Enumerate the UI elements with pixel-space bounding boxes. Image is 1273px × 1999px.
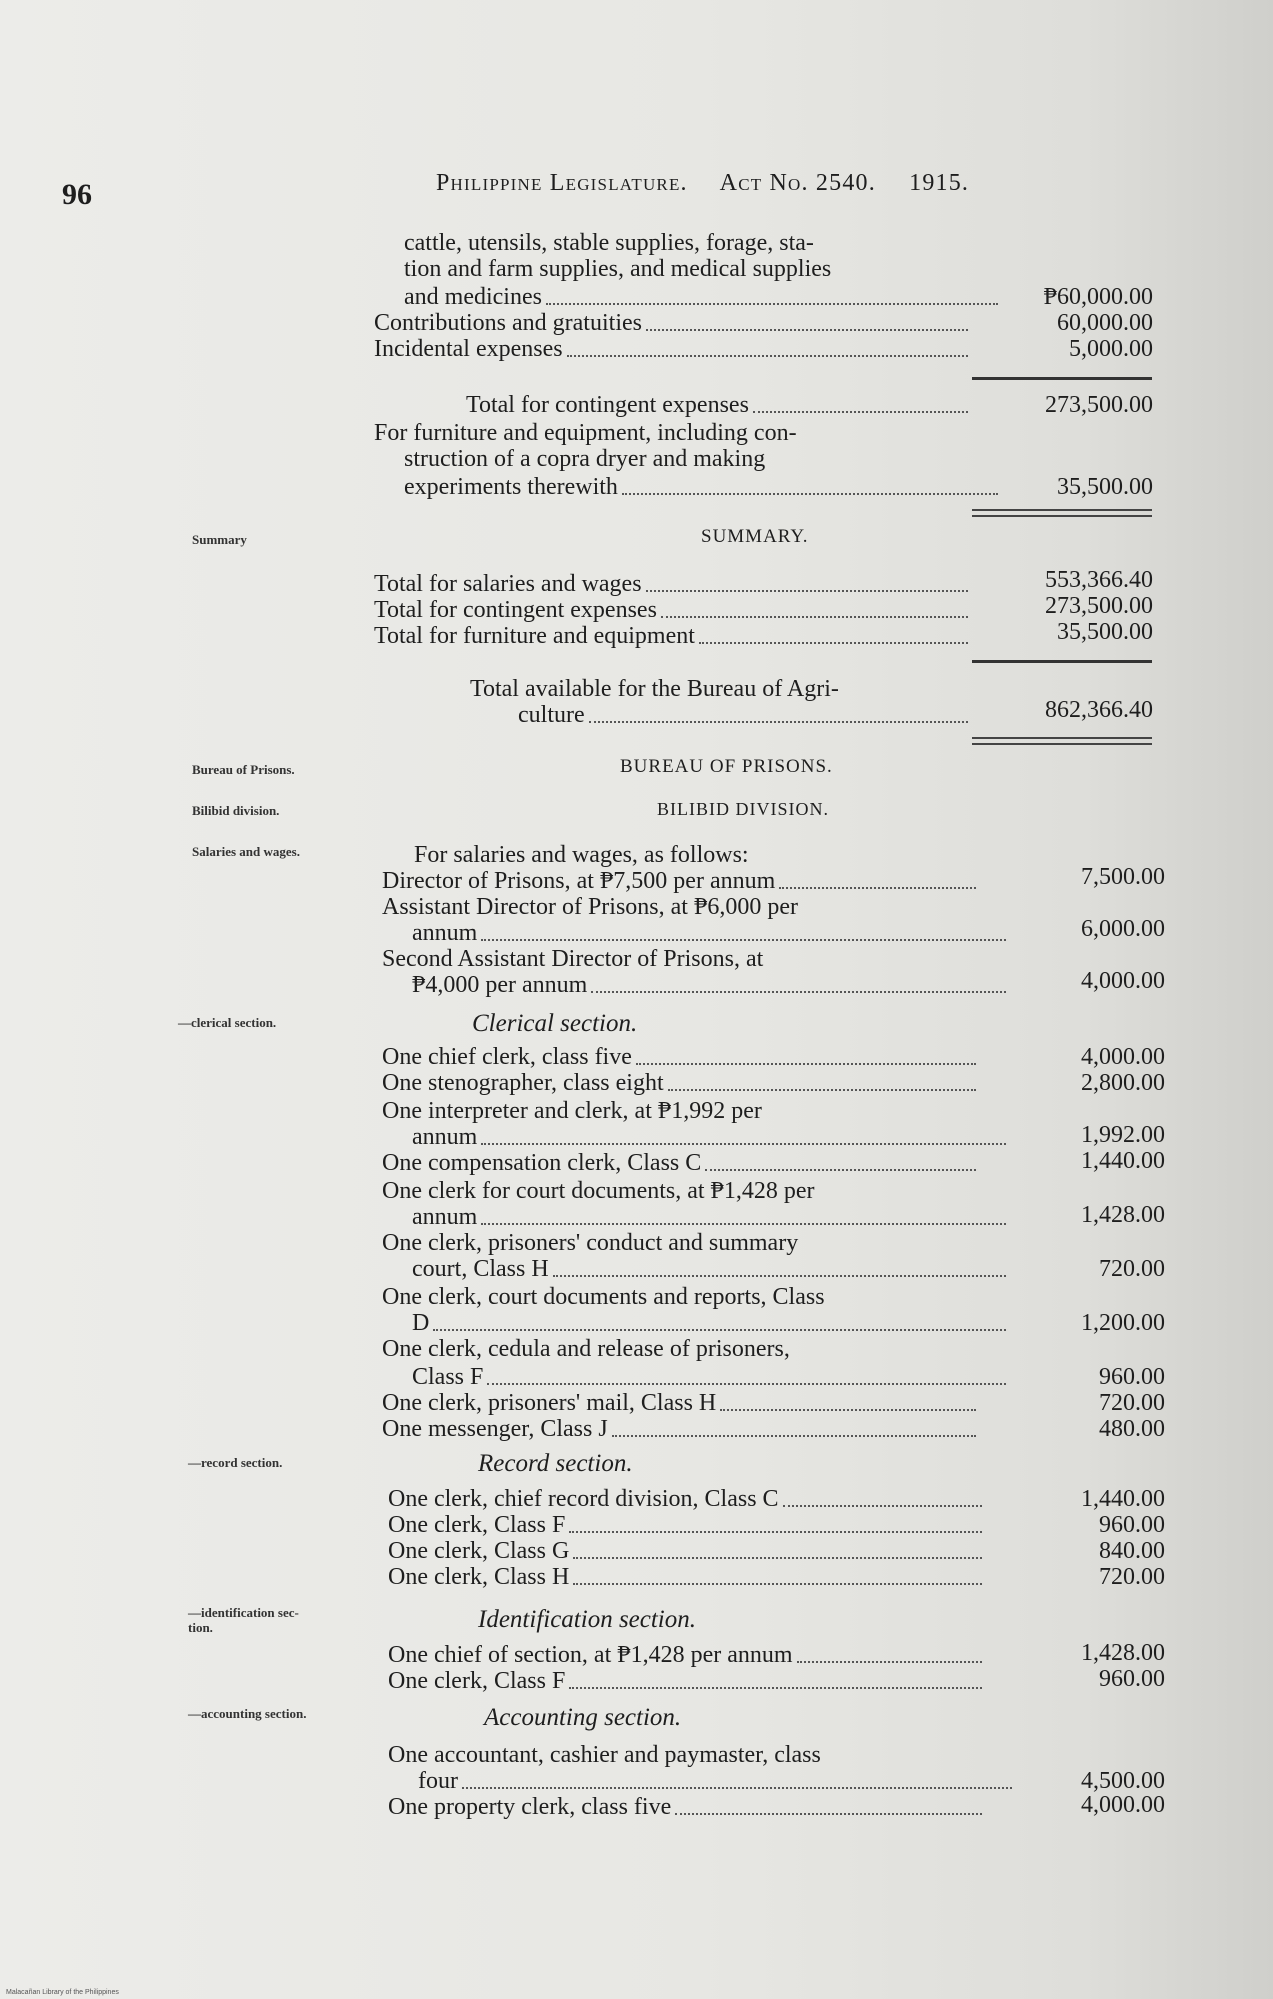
text-line: four (388, 1768, 1016, 1794)
amount: 2,800.00 (1081, 1070, 1165, 1096)
text-line: One interpreter and clerk, at ₱1,992 per (382, 1098, 762, 1124)
header-year: 1915. (909, 170, 970, 196)
text-line: One clerk for court documents, at ₱1,428 per (382, 1178, 815, 1204)
amount: 4,000.00 (1081, 968, 1165, 994)
text-line: One clerk, chief record division, Class C (388, 1486, 986, 1512)
amount: 480.00 (1099, 1416, 1165, 1442)
double-rule (972, 509, 1152, 517)
text-line: One clerk, cedula and release of prisoners, (382, 1336, 790, 1362)
amount: 273,500.00 (1045, 392, 1153, 418)
text-line: Total for contingent expenses (374, 392, 972, 418)
text-line: For salaries and wages, as follows: (414, 842, 749, 868)
amount: 840.00 (1099, 1538, 1165, 1564)
margin-note: Salaries and wages. (192, 844, 300, 859)
text-line: court, Class H (382, 1256, 1010, 1282)
text-line: Incidental expenses (374, 336, 972, 362)
margin-note: Bilibid division. (192, 803, 280, 818)
text-line: culture (374, 702, 972, 728)
margin-note: tion. (188, 1620, 213, 1635)
text-line: and medicines (374, 284, 1002, 310)
text-line: struction of a copra dryer and making (404, 446, 766, 472)
text-line: D (382, 1310, 1010, 1336)
header-act: Act No. 2540. (719, 170, 876, 196)
text-line: One clerk, Class H (388, 1564, 986, 1590)
text-line: Contributions and gratuities (374, 310, 972, 336)
text-line: Class F (382, 1364, 1010, 1390)
amount: 720.00 (1099, 1390, 1165, 1416)
amount: 273,500.00 (1045, 593, 1153, 619)
section-heading: SUMMARY. (701, 526, 809, 547)
margin-note: Bureau of Prisons. (192, 762, 295, 777)
text-line: One chief clerk, class five (382, 1044, 980, 1070)
page-number: 96 (62, 178, 92, 211)
text-line: One clerk, court documents and reports, Class (382, 1284, 825, 1310)
text-line: Total available for the Bureau of Agri- (470, 676, 839, 702)
text-line: Total for salaries and wages (374, 571, 972, 597)
amount: 35,500.00 (1057, 474, 1153, 500)
amount: ₱60,000.00 (1043, 284, 1153, 310)
margin-note: —clerical section. (178, 1015, 277, 1030)
amount: 862,366.40 (1045, 697, 1153, 723)
margin-note: —accounting section. (188, 1706, 307, 1721)
amount: 1,440.00 (1081, 1486, 1165, 1512)
text-line: One messenger, Class J (382, 1416, 980, 1442)
amount: 4,000.00 (1081, 1044, 1165, 1070)
rule (972, 660, 1152, 663)
text-line: One clerk, prisoners' mail, Class H (382, 1390, 980, 1416)
running-header (436, 170, 995, 197)
text-line: cattle, utensils, stable supplies, forage, sta- (404, 230, 814, 256)
rule (972, 377, 1152, 380)
double-rule (972, 737, 1152, 745)
section-subheading: BILIBID DIVISION. (657, 799, 829, 819)
text-line: One chief of section, at ₱1,428 per annum (388, 1642, 986, 1668)
amount: 5,000.00 (1069, 336, 1153, 362)
section-subheading: Identification section. (478, 1606, 697, 1633)
section-subheading: Accounting section. (484, 1704, 682, 1731)
text-line: One clerk, Class G (388, 1538, 986, 1564)
section-subheading: Record section. (478, 1450, 633, 1477)
text-line: One accountant, cashier and paymaster, class (388, 1742, 821, 1768)
amount: 960.00 (1099, 1364, 1165, 1390)
margin-note: Summary (192, 532, 247, 547)
amount: 7,500.00 (1081, 864, 1165, 890)
amount: 1,428.00 (1081, 1202, 1165, 1228)
section-heading: BUREAU OF PRISONS. (620, 756, 833, 777)
amount: 4,000.00 (1081, 1792, 1165, 1818)
text-line: One property clerk, class five (388, 1794, 986, 1820)
margin-note: —identification sec- (188, 1605, 299, 1620)
text-line: Assistant Director of Prisons, at ₱6,000 per (382, 894, 798, 920)
amount: 1,200.00 (1081, 1310, 1165, 1336)
amount: 960.00 (1099, 1666, 1165, 1692)
text-line: experiments therewith (374, 474, 1002, 500)
amount: 553,366.40 (1045, 567, 1153, 593)
amount: 4,500.00 (1081, 1768, 1165, 1794)
amount: 1,428.00 (1081, 1640, 1165, 1666)
header-title: Philippine Legislature. (436, 170, 688, 196)
text-line: One clerk, prisoners' conduct and summary (382, 1230, 799, 1256)
text-line: Total for contingent expenses (374, 597, 972, 623)
footer-credit: Malacañan Library of the Philippines (6, 1989, 119, 1996)
amount: 60,000.00 (1057, 310, 1153, 336)
amount: 960.00 (1099, 1512, 1165, 1538)
text-line: One stenographer, class eight (382, 1070, 980, 1096)
text-line: Director of Prisons, at ₱7,500 per annum (382, 868, 980, 894)
text-line: One clerk, Class F (388, 1512, 986, 1538)
text-line: annum (382, 920, 1010, 946)
amount: 720.00 (1099, 1564, 1165, 1590)
text-line: annum (382, 1124, 1010, 1150)
section-subheading: Clerical section. (472, 1010, 638, 1037)
text-line: annum (382, 1204, 1010, 1230)
amount: 1,440.00 (1081, 1148, 1165, 1174)
text-line: One clerk, Class F (388, 1668, 986, 1694)
text-line: Second Assistant Director of Prisons, at (382, 946, 764, 972)
text-line: tion and farm supplies, and medical supplies (404, 256, 832, 282)
text-line: Total for furniture and equipment (374, 623, 972, 649)
amount: 1,992.00 (1081, 1122, 1165, 1148)
text-line: For furniture and equipment, including con- (374, 420, 797, 446)
amount: 35,500.00 (1057, 619, 1153, 645)
margin-note: —record section. (188, 1455, 283, 1470)
text-line: ₱4,000 per annum (382, 972, 1010, 998)
amount: 6,000.00 (1081, 916, 1165, 942)
text-line: One compensation clerk, Class C (382, 1150, 980, 1176)
amount: 720.00 (1099, 1256, 1165, 1282)
